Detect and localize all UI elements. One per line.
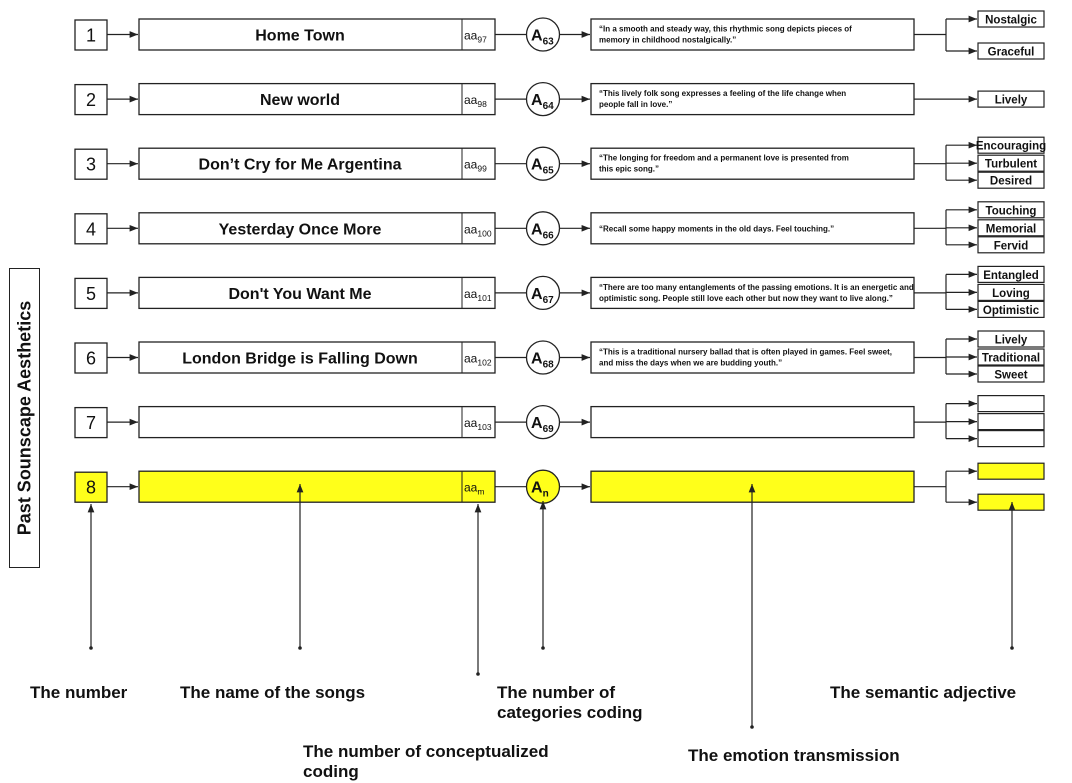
conceptualized-code-base: aa xyxy=(464,416,478,431)
row-number: 4 xyxy=(85,219,97,240)
adjective-label: Traditional xyxy=(981,352,1041,365)
legend-categories-line1: The number of xyxy=(497,683,616,702)
adjective-box xyxy=(978,431,1044,447)
conceptualized-code-sub: 101 xyxy=(477,292,492,303)
conceptualized-code-base: aa xyxy=(464,351,478,366)
conceptualized-code-base: aa xyxy=(464,157,478,172)
emotion-quote-line: “The longing for freedom and a permanent love is presented from xyxy=(599,153,849,163)
category-code-base: A xyxy=(531,92,543,110)
conceptualized-code-sub: 97 xyxy=(477,34,487,45)
diagram-row xyxy=(75,137,1046,188)
song-name: New world xyxy=(259,92,341,110)
adjective-label: Memorial xyxy=(985,223,1037,236)
song-box xyxy=(139,471,495,502)
category-code-base: A xyxy=(531,156,543,174)
category-code-sub: n xyxy=(542,488,549,500)
adjective-label: Graceful xyxy=(987,46,1035,59)
diagram-row xyxy=(75,266,1044,317)
row-number: 3 xyxy=(85,154,97,175)
diagram-row xyxy=(75,83,1044,116)
legend-number: The number xyxy=(30,683,128,702)
adjective-label: Lively xyxy=(994,94,1028,107)
category-code-sub: 66 xyxy=(542,230,554,242)
category-code-sub: 68 xyxy=(542,359,554,371)
emotion-quote-line: memory in childhood nostalgically.” xyxy=(599,35,737,45)
adjective-box xyxy=(978,463,1044,479)
legend-emotion: The emotion transmission xyxy=(688,746,900,765)
row-number: 8 xyxy=(85,477,97,498)
category-code-sub: 69 xyxy=(542,424,554,436)
diagram-row xyxy=(75,202,1044,253)
emotion-quote-line: “Recall some happy moments in the old days. Feel touching.” xyxy=(599,224,835,234)
legend-categories xyxy=(497,683,642,723)
legend-categories-line2: categories coding xyxy=(497,703,643,722)
adjective-label: Nostalgic xyxy=(985,14,1037,27)
row-number: 2 xyxy=(85,90,97,111)
row-number: 1 xyxy=(85,25,97,46)
adjective-label: Loving xyxy=(992,287,1030,300)
adjective-label: Encouraging xyxy=(975,140,1047,153)
diagram-row xyxy=(75,331,1044,382)
emotion-quote-line: “In a smooth and steady way, this rhythmic song depicts pieces of xyxy=(599,24,852,34)
conceptualized-code-base: aa xyxy=(464,286,478,301)
adjective-box xyxy=(978,494,1044,510)
conceptualized-code-sub: 98 xyxy=(477,99,487,110)
category-code-base: A xyxy=(531,285,543,303)
emotion-quote-line: and miss the days when we are budding youth.” xyxy=(599,358,783,368)
legend-conceptualized-line1: The number of conceptualized xyxy=(303,742,549,761)
song-box xyxy=(139,407,495,438)
legend-song-names: The name of the songs xyxy=(180,683,366,702)
conceptualized-code-sub: 99 xyxy=(477,163,487,174)
adjective-label: Lively xyxy=(994,334,1028,347)
conceptualized-code-sub: 102 xyxy=(477,357,492,368)
diagram-row xyxy=(75,396,1044,447)
legend-adjective: The semantic adjective xyxy=(830,683,1017,702)
legend-conceptualized-line2: coding xyxy=(303,762,359,781)
adjective-label: Desired xyxy=(989,175,1033,188)
legend-conceptualized xyxy=(303,742,549,782)
row-number: 7 xyxy=(85,413,97,434)
song-name: Home Town xyxy=(255,27,345,45)
category-code-sub: 64 xyxy=(542,101,554,113)
emotion-quote-line: “There are too many entanglements of the passing emotions. It is an energetic and xyxy=(599,282,914,292)
category-code-base: A xyxy=(531,27,543,45)
song-name: Don’t Cry for Me Argentina xyxy=(198,156,402,174)
category-code-sub: 65 xyxy=(542,165,554,177)
adjective-label: Turbulent xyxy=(984,158,1038,171)
category-code-base: A xyxy=(531,221,543,239)
emotion-quote-line: optimistic song. People still love each other but now they want to live along.” xyxy=(599,293,893,303)
category-code-base: A xyxy=(531,479,543,497)
conceptualized-code-sub: m xyxy=(477,486,485,497)
conceptualized-code-base: aa xyxy=(464,28,478,43)
diagram-row xyxy=(75,463,1044,510)
song-name: London Bridge is Falling Down xyxy=(182,350,418,368)
conceptualized-code-base: aa xyxy=(464,480,478,495)
adjective-label: Fervid xyxy=(993,240,1029,253)
conceptualized-code-sub: 103 xyxy=(477,422,492,433)
category-code-base: A xyxy=(531,350,543,368)
adjective-label: Optimistic xyxy=(982,304,1040,317)
emotion-box xyxy=(591,407,914,438)
adjective-label: Touching xyxy=(985,205,1037,218)
song-name: Don't You Want Me xyxy=(228,285,372,303)
emotion-quote-line: “This is a traditional nursery ballad that is often played in games. Feel sweet, xyxy=(599,347,892,357)
diagram-row xyxy=(75,11,1044,59)
conceptualized-code-sub: 100 xyxy=(477,228,492,239)
song-name: Yesterday Once More xyxy=(218,221,382,239)
conceptualized-code-base: aa xyxy=(464,93,478,108)
row-number: 5 xyxy=(85,283,97,304)
category-code-sub: 63 xyxy=(542,36,554,48)
adjective-box xyxy=(978,414,1044,430)
adjective-box xyxy=(978,396,1044,412)
emotion-quote-line: “This lively folk song expresses a feeling of the life change when xyxy=(599,89,847,99)
side-label: Past Sounscape Aesthetics xyxy=(14,300,34,536)
emotion-quote-line: this epic song.” xyxy=(599,164,660,174)
emotion-quote-line: people fall in love.” xyxy=(599,100,673,110)
row-number: 6 xyxy=(85,348,97,369)
adjective-label: Sweet xyxy=(994,369,1028,382)
category-code-base: A xyxy=(531,415,543,433)
conceptualized-code-base: aa xyxy=(464,222,478,237)
category-code-sub: 67 xyxy=(542,294,554,306)
adjective-label: Entangled xyxy=(983,269,1039,282)
